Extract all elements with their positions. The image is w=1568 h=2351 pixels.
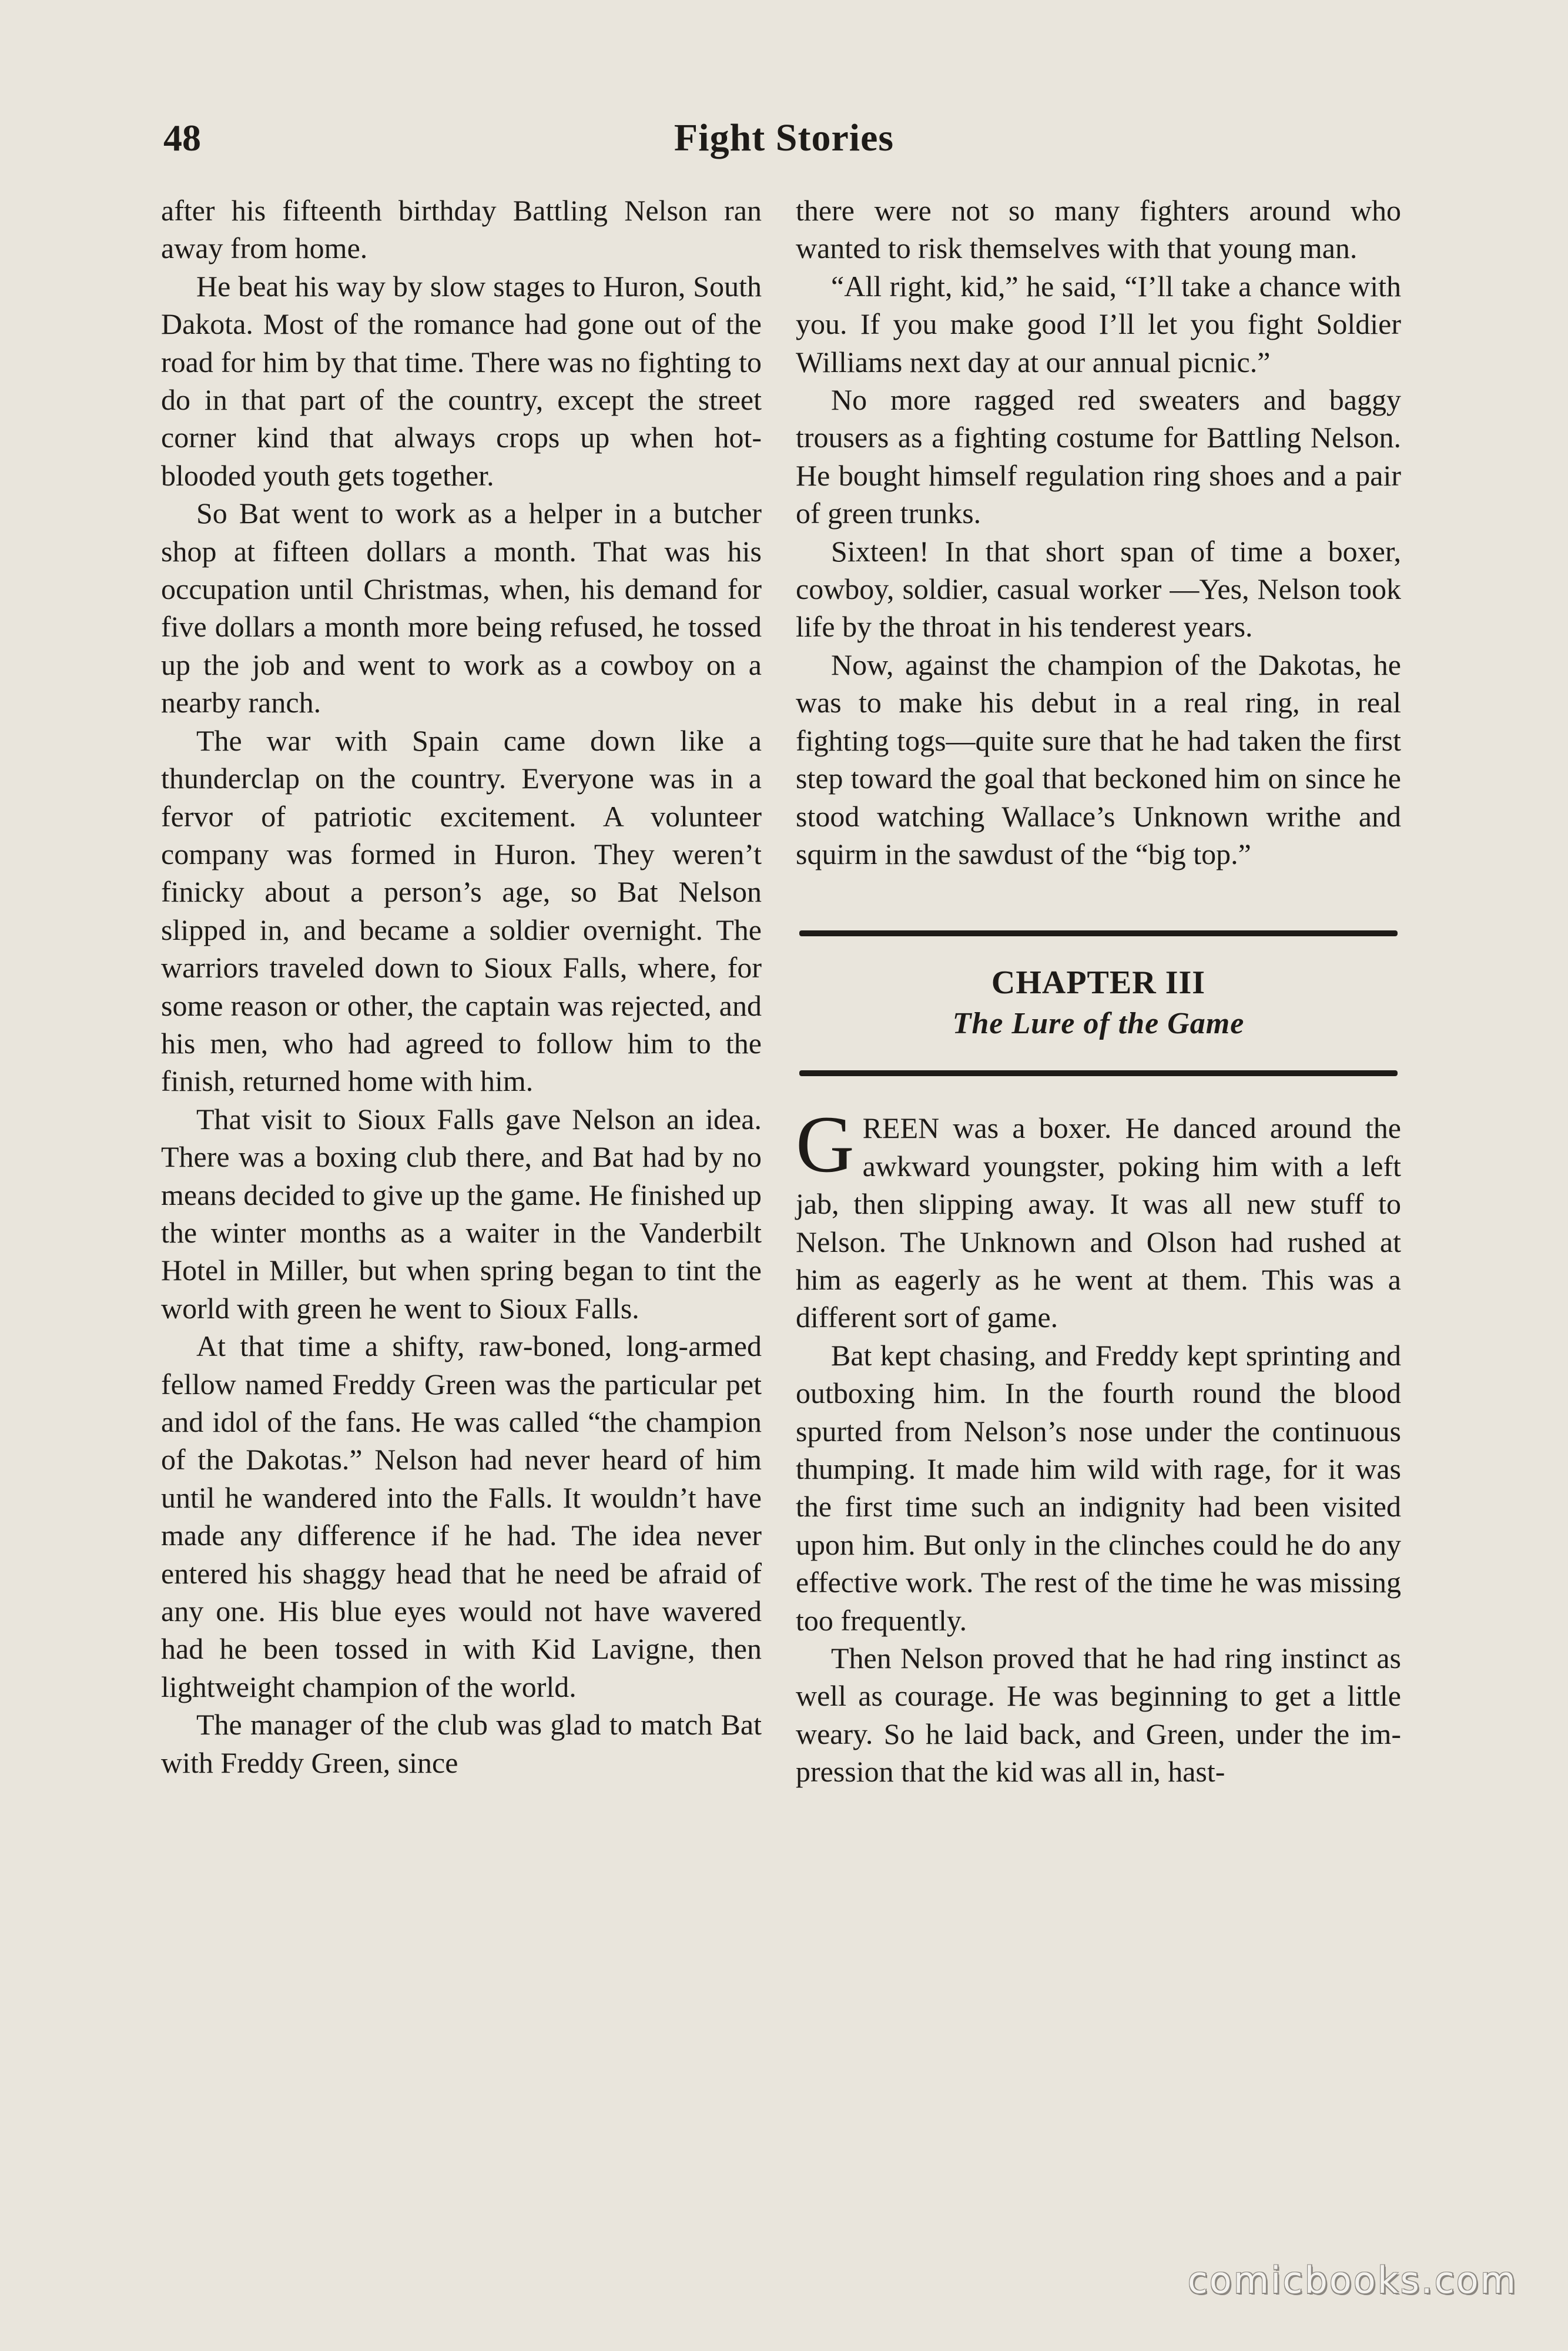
page-number: 48 — [163, 117, 201, 159]
paragraph: Bat kept chasing, and Freddy kept sprinting and outboxing him. In the fourth round the blood spurted from Nelson’s nose under the continuous thumping. It made him wild with rage, for it was the first time such an indignity had been visited upon him. But only in the clinches could he do any effective work. The rest of the time he was missing too frequently. — [796, 1338, 1401, 1637]
paragraph: At that time a shifty, raw-boned, long-armed fellow named Freddy Green was the particular pet and idol of the fans. He was called “the champion of the Dakotas.” Nelson had never heard of him until he wandered into the Falls. It wouldn’t have made any difference if he had. The idea never entered his shaggy head that he need be afraid of any one. His blue eyes would not have wavered had he been tossed in with Kid Lavigne, then lightweight champion of the world. — [161, 1329, 762, 1703]
chapter-rule-bottom — [799, 1070, 1398, 1076]
paragraph: there were not so many fighters around who wanted to risk themselves with that young man. — [796, 194, 1401, 265]
chapter-heading: CHAPTER III — [991, 964, 1206, 1002]
first-paragraph-text: REEN was a boxer. He danced around the awkward youngster, poking him with a left jab, then slipping away. It was all new stuff to Nelson. The Unknown and Olson had rushed at him as eagerly as he went at them. This was a different sort of game. — [796, 1111, 1401, 1334]
chapter-first-paragraph — [796, 1099, 1401, 1336]
left-column — [161, 192, 762, 1781]
paragraph: The war with Spain came down like a thunderclap on the country. Everyone was in a fervor of patriotic excitement. A volunteer company was formed in Huron. They weren’t finicky about a person’s age, so Bat Nelson slipped in, and became a soldier overnight. The warriors traveled down to Sioux Falls, where, for some reason or other, the captain was rejected, and his men, who had agreed to follow him to the finish, returned home with him. — [161, 724, 762, 1098]
paragraph: “All right, kid,” he said, “I’ll take a chance with you. If you make good I’ll let you fight Soldier Williams next day at our annual picnic.” — [796, 269, 1401, 379]
paragraph: That visit to Sioux Falls gave Nelson an idea. There was a boxing club there, and Bat had by no means decided to give up the game. He finished up the winter months as a waiter in the Vanderbilt Hotel in Miller, but when spring began to tint the world with green he went to Sioux Falls. — [161, 1102, 762, 1325]
paragraph: So Bat went to work as a helper in a butcher shop at fifteen dollars a month. That was his occupation until Christmas, when, his demand for five dollars a month more being refused, he tossed up the job and went to work as a cowboy on a nearby ranch. — [161, 497, 762, 719]
paragraph: Then Nelson proved that he had ring instinct as well as courage. He was beginning to get a little weary. So he laid back, and Green, under the impression that the kid was all in, hast- — [796, 1642, 1401, 1789]
paragraph: No more ragged red sweaters and baggy trousers as a fighting costume for Battling Nelson. He bought himself regulation ring shoes and a pair of green trunks. — [796, 383, 1401, 530]
chapter-rule-top — [799, 930, 1398, 936]
paragraph: after his fifteenth birthday Battling Nelson ran away from home. — [161, 194, 762, 265]
page-header — [0, 112, 1568, 165]
drop-cap: G — [796, 1099, 855, 1190]
watermark-logo: comicbooks.com — [1187, 2259, 1517, 2302]
paragraph: Sixteen! In that short span of time a boxer, cowboy, soldier, casual worker —Yes, Nelson took life by the throat in his tenderest years. — [796, 534, 1401, 644]
page-title: Fight Stories — [674, 116, 894, 159]
paragraph: The manager of the club was glad to match Bat with Freddy Green, since — [161, 1708, 762, 1779]
paragraph: He beat his way by slow stages to Huron, South Dakota. Most of the romance had gone out of the road for him by that time. There was no fighting to do in that part of the country, except the street corner kind that always crops up when hot-blooded youth gets together. — [161, 269, 762, 492]
chapter-subtitle: The Lure of the Game — [952, 1007, 1245, 1041]
paragraph: Now, against the champion of the Dakotas, he was to make his debut in a real ring, in real fighting togs—quite sure that he had taken the first step toward the goal that beckoned him on since he stood watching Wallace’s Unknown writhe and squirm in the sawdust of the “big top.” — [796, 648, 1401, 870]
right-column — [796, 192, 1401, 1791]
